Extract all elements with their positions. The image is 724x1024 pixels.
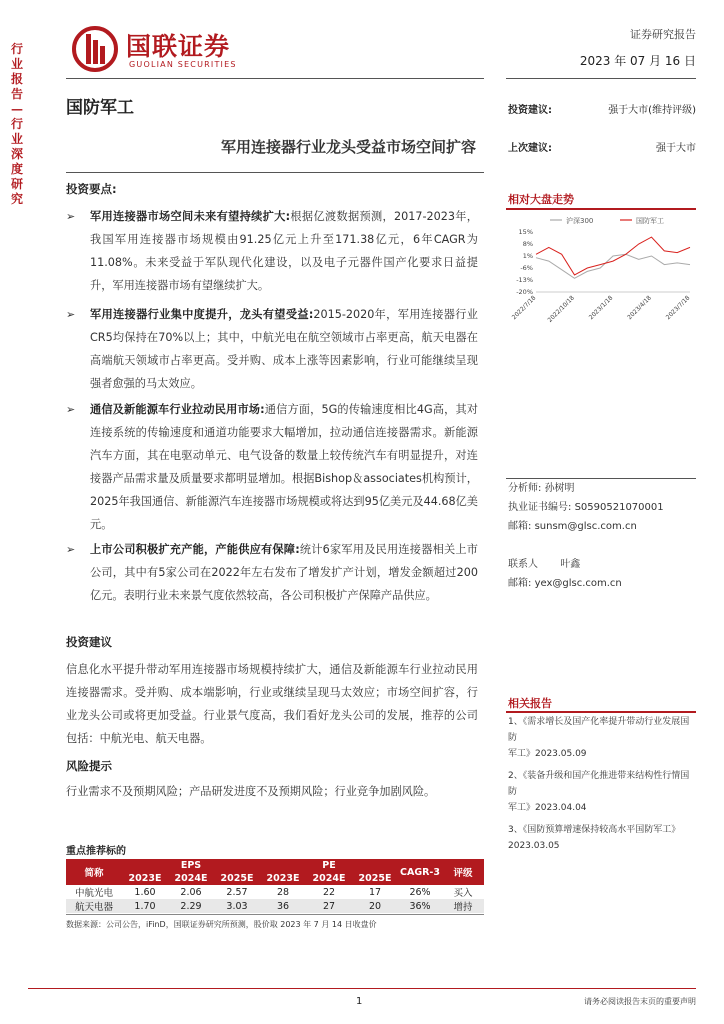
contact-email[interactable]: yex@glsc.com.cn xyxy=(534,578,622,589)
cell: 2.06 xyxy=(180,886,202,898)
arrow-icon: ➢ xyxy=(66,210,76,223)
legend-label: 国防军工 xyxy=(636,217,664,225)
related-item-line: 1、《需求增长及国产化率提升带动行业发展国防 xyxy=(508,717,690,743)
contact-email-label: 邮箱: xyxy=(508,578,532,589)
table-header-row xyxy=(66,859,484,872)
report-type: 证券研究报告 xyxy=(630,28,696,41)
th-rating: 评级 xyxy=(442,859,484,885)
related-item[interactable] xyxy=(508,768,698,816)
related-item-line: 军工》2023.04.04 xyxy=(508,803,587,813)
logo-cn-text: 国联证券 xyxy=(126,32,231,61)
advice-body: 信息化水平提升带动军用连接器市场规模持续扩大，通信及新能源车行业拉动民用连接器需求。受并购、成本端影响，行业或继续呈现马太效应；市场空间扩容，行业龙头公司或将更加受益。行业景气度高，我们看好龙头公司的发展，推荐的公司包括：中航光电、航天电器。 xyxy=(66,663,478,745)
x-tick-label: 2022/10/18 xyxy=(546,294,576,324)
cell-name: 航天电器 xyxy=(66,899,122,913)
th-year: 2025E xyxy=(214,872,260,885)
sidebar-char: 研 xyxy=(10,177,23,191)
cell: 2.57 xyxy=(226,886,248,898)
bullet-1 xyxy=(66,205,478,297)
related-item-line: 3、《国防预算增速保持较高水平国防军工》 xyxy=(508,825,681,835)
advice-title: 投资建议 xyxy=(66,635,112,649)
header-divider-right xyxy=(506,78,696,79)
y-tick-label: -13% xyxy=(516,276,533,284)
header-divider-left xyxy=(66,78,484,79)
cell-name: 中航光电 xyxy=(74,888,113,899)
contact-name: 叶鑫 xyxy=(560,559,581,570)
th-year: 2024E xyxy=(168,872,214,885)
footer-disclaimer: 请务必阅读报告末页的重要声明 xyxy=(584,997,696,1006)
y-tick-label: 1% xyxy=(522,252,533,260)
bullet-2-body: 2015-2020年，军用连接器行业CR5均保持在70%以上；其中，中航光电在航空领域市占率更高，航天电器在高端航天领域市占率更高。受并购、成本上涨等因素影响，行业可能继续呈现强者愈强的马太效应。 xyxy=(90,308,478,390)
cell: 1.60 xyxy=(134,886,156,898)
analyst-email[interactable]: sunsm@glsc.com.cn xyxy=(534,521,637,532)
y-tick-label: -20% xyxy=(516,288,533,296)
title-divider xyxy=(66,172,484,173)
related-item-line: 2、《装备升级和国产化推进带来结构性行情国防 xyxy=(508,771,690,797)
analyst-cert-label: 执业证书编号: xyxy=(508,502,572,513)
arrow-icon: ➢ xyxy=(66,543,76,556)
table-title: 重点推荐标的 xyxy=(66,846,126,857)
sidebar-report-type xyxy=(6,42,28,207)
bullet-2 xyxy=(66,303,478,395)
th-name: 简称 xyxy=(66,859,122,885)
footer-rule xyxy=(28,988,696,989)
analyst-name: 孙树明 xyxy=(544,483,575,494)
related-heading-rule xyxy=(506,711,696,713)
related-item[interactable] xyxy=(508,822,698,854)
x-tick-label: 2023/7/18 xyxy=(664,294,692,322)
cell: 27 xyxy=(306,899,352,913)
cell: 3.03 xyxy=(214,899,260,913)
arrow-icon: ➢ xyxy=(66,403,76,416)
risk-body: 行业需求不及预期风险；产品研发进度不及预期风险；行业竞争加剧风险。 xyxy=(66,785,436,798)
bullet-3-head: 通信及新能源车行业拉动民用市场: xyxy=(90,403,265,416)
logo-en-text: GUOLIAN SECURITIES xyxy=(129,60,237,69)
table-source: 数据来源：公司公告，iFinD，国联证券研究所预测，股价取 2023 年 7 月 14 日收盘价 xyxy=(66,920,377,929)
sidebar-char: 告 xyxy=(10,87,23,101)
table-row xyxy=(66,899,484,913)
recommend-table xyxy=(66,859,484,913)
cell: 1.70 xyxy=(122,899,168,913)
analyst-cert: S0590521070001 xyxy=(574,502,664,513)
th-year: 2025E xyxy=(352,872,398,885)
related-item-line: 军工》2023.05.09 xyxy=(508,749,587,759)
sidebar-char: 深 xyxy=(10,147,23,161)
report-title: 军用连接器行业龙头受益市场空间扩容 xyxy=(220,138,476,156)
rating-label: 投资建议: xyxy=(508,105,552,116)
th-year: 2023E xyxy=(122,872,168,885)
chart-heading: 相对大盘走势 xyxy=(508,193,574,206)
prev-rating-label: 上次建议: xyxy=(508,143,552,154)
cell: 2.29 xyxy=(168,899,214,913)
th-year: 2023E xyxy=(260,872,306,885)
bullet-1-head: 军用连接器市场空间未来有望持续扩大: xyxy=(90,210,291,223)
series-line xyxy=(536,254,690,278)
table-bottom-rule xyxy=(66,914,484,915)
analyst-info xyxy=(508,479,696,593)
prev-rating-value: 强于大市 xyxy=(656,143,696,154)
th-pe: PE xyxy=(260,859,398,872)
y-tick-label: -6% xyxy=(520,264,533,272)
key-points-title: 投资要点: xyxy=(66,182,117,196)
bullet-4 xyxy=(66,538,478,607)
contact-label: 联系人 xyxy=(508,559,538,570)
x-tick-label: 2023/1/18 xyxy=(587,294,615,322)
y-tick-label: 15% xyxy=(518,228,533,236)
sidebar-char: 究 xyxy=(10,192,23,206)
sidebar-char: — xyxy=(11,102,23,116)
arrow-icon: ➢ xyxy=(66,308,76,321)
related-heading: 相关报告 xyxy=(508,697,552,710)
x-tick-label: 2023/4/18 xyxy=(626,294,653,322)
cell: 17 xyxy=(368,886,382,898)
cell: 20 xyxy=(352,899,398,913)
chart-heading-rule xyxy=(506,208,696,210)
cell-rating: 买入 xyxy=(453,888,473,899)
bullet-4-body: 统计6家军用及民用连接器相关上市公司，其中有5家公司在2022年左右发布了增发扩产计划，增发金额超过200亿元。表明行业未来景气度依然较高，各公司积极扩产保障产品供应。 xyxy=(90,543,478,602)
cell-cagr: 36% xyxy=(398,899,442,913)
rating-value: 强于大市(维持评级) xyxy=(608,105,696,116)
th-eps: EPS xyxy=(122,859,260,872)
sidebar-char: 行 xyxy=(10,117,23,131)
guolian-logo-icon xyxy=(72,26,118,72)
cell-cagr: 26% xyxy=(409,886,431,898)
relative-performance-chart xyxy=(506,212,696,342)
sidebar-char: 报 xyxy=(10,72,23,86)
report-date: 2023 年 07 月 16 日 xyxy=(579,54,696,68)
risk-title: 风险提示 xyxy=(66,759,112,773)
analyst-email-label: 邮箱: xyxy=(508,521,532,532)
th-year: 2024E xyxy=(306,872,352,885)
cell: 28 xyxy=(276,886,290,898)
x-tick-label: 2022/7/18 xyxy=(510,294,538,322)
cell-rating: 增持 xyxy=(442,899,484,913)
sidebar-char: 业 xyxy=(10,132,23,146)
sidebar-char: 度 xyxy=(10,162,23,176)
analyst-name-label: 分析师: xyxy=(508,483,542,494)
bullet-2-head: 军用连接器行业集中度提升，龙头有望受益: xyxy=(90,308,314,321)
bullet-3 xyxy=(66,398,478,536)
th-cagr: CAGR-3 xyxy=(398,859,442,885)
table-row xyxy=(66,885,484,899)
related-item[interactable] xyxy=(508,714,698,762)
y-tick-label: 8% xyxy=(522,240,533,248)
bullet-1-body: 根据亿渡数据预测，2017-2023年，我国军用连接器市场规模由91.25亿元上升至171.38亿元，6年CAGR为11.08%。未来受益于军队现代化建设，以及电子元器件国产化要求日益提升，军用连接器市场有望继续扩大。 xyxy=(90,210,478,292)
cell: 22 xyxy=(322,886,336,898)
sidebar-char: 行 xyxy=(10,42,23,56)
sidebar-char: 业 xyxy=(10,57,23,71)
related-item-line: 2023.03.05 xyxy=(508,841,560,851)
legend-label: 沪深300 xyxy=(566,217,594,225)
related-list xyxy=(508,714,698,854)
cell: 36 xyxy=(260,899,306,913)
bullet-3-body: 通信方面，5G的传输速度相比4G高，其对连接系统的传输速度和通道功能要求大幅增加，拉动通信连接器需求。新能源汽车方面，其在电驱动单元、电气设备的数量上较传统汽车有明显提升，对连接器产品需求量及质量要求都明显增加。根据Bishop＆associates机构预计，2025年我国通信、新能源汽车连接器市场规模或将达到95亿美元及44.68亿美元。 xyxy=(90,403,478,531)
industry-name: 国防军工 xyxy=(66,98,134,118)
page-number: 1 xyxy=(356,996,363,1007)
bullet-4-head: 上市公司积极扩充产能，产能供应有保障: xyxy=(90,543,300,556)
